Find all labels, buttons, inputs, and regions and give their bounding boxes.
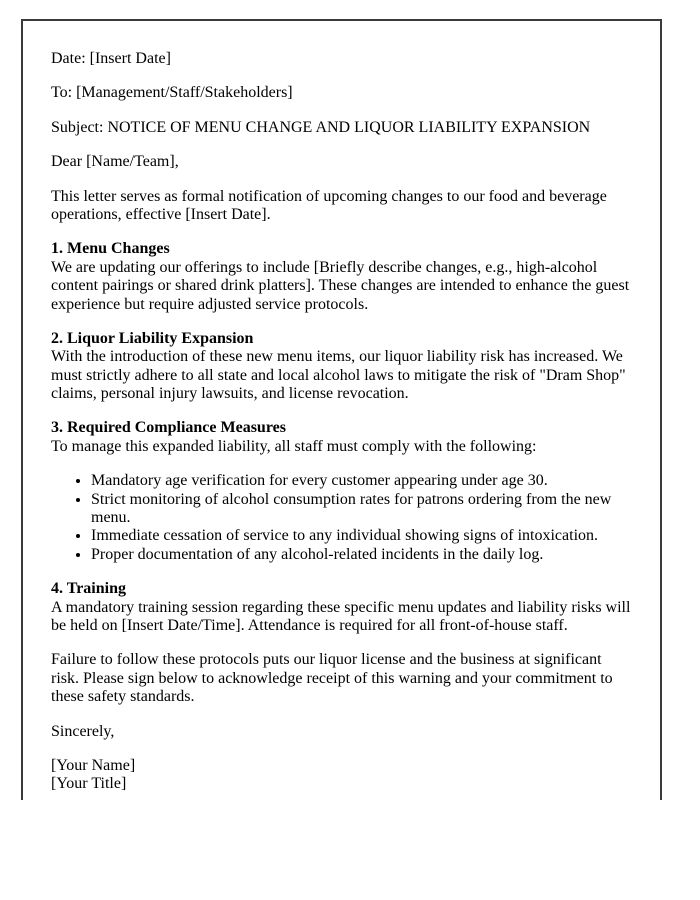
section-body-menu-changes: We are updating our offerings to include [Briefly describe changes, e.g., high-alcohol content pairings or shared drink platters]. These changes are intended to enhance the guest experience but require adjusted service protocols. (51, 258, 630, 313)
date-line: Date: [Insert Date] (51, 50, 171, 67)
signoff: Sincerely, (51, 722, 115, 740)
section-compliance-measures (51, 419, 632, 456)
list-item-service-cessation: • Immediate cessation of service to any individual showing signs of intoxication. (91, 527, 632, 545)
section-heading-menu-changes: 1. Menu Changes (51, 240, 170, 258)
signature-name: [Your Name] (51, 756, 136, 774)
section-heading-compliance-measures: 3. Required Compliance Measures (51, 419, 286, 437)
section-body-liquor-liability: With the introduction of these new menu items, our liquor liability risk has increased. We must strictly adhere to all state and local alcohol laws to mitigate the risk of "Dram Shop" claims, personal injury lawsuits, and license revocation. (51, 348, 626, 403)
compliance-list (51, 472, 632, 564)
list-item-age-verification: • Mandatory age verification for every customer appearing under age 30. (91, 472, 632, 490)
section-heading-training: 4. Training (51, 580, 126, 598)
section-body-compliance-measures: To manage this expanded liability, all staff must comply with the following: (51, 437, 537, 455)
to-line: To: [Management/Staff/Stakeholders] (51, 84, 293, 102)
signature-block (51, 757, 632, 794)
closing-paragraph: Failure to follow these protocols puts our liquor license and the business at significant risk. Please sign below to acknowledge receipt of this warning and your commitment to these safety standards. (51, 651, 613, 706)
list-item-consumption-monitoring: • Strict monitoring of alcohol consumption rates for patrons ordering from the new menu. (91, 491, 632, 528)
section-menu-changes (51, 240, 632, 314)
list-item-incident-documentation: • Proper documentation of any alcohol-related incidents in the daily log. (91, 546, 632, 564)
salutation: Dear [Name/Team], (51, 153, 179, 171)
intro-paragraph: This letter serves as formal notification of upcoming changes to our food and beverage operations, effective [Insert Date]. (51, 187, 607, 223)
section-heading-liquor-liability: 2. Liquor Liability Expansion (51, 329, 254, 347)
letter-frame (21, 19, 662, 800)
section-liquor-liability (51, 330, 632, 404)
subject-line: Subject: NOTICE OF MENU CHANGE AND LIQUOR LIABILITY EXPANSION (51, 118, 591, 136)
signature-title: [Your Title] (51, 775, 127, 793)
section-training (51, 580, 632, 635)
section-body-training: A mandatory training session regarding these specific menu updates and liability risks will be held on [Insert Date/Time]. Attendance is required for all front-of-house staff. (51, 598, 631, 634)
